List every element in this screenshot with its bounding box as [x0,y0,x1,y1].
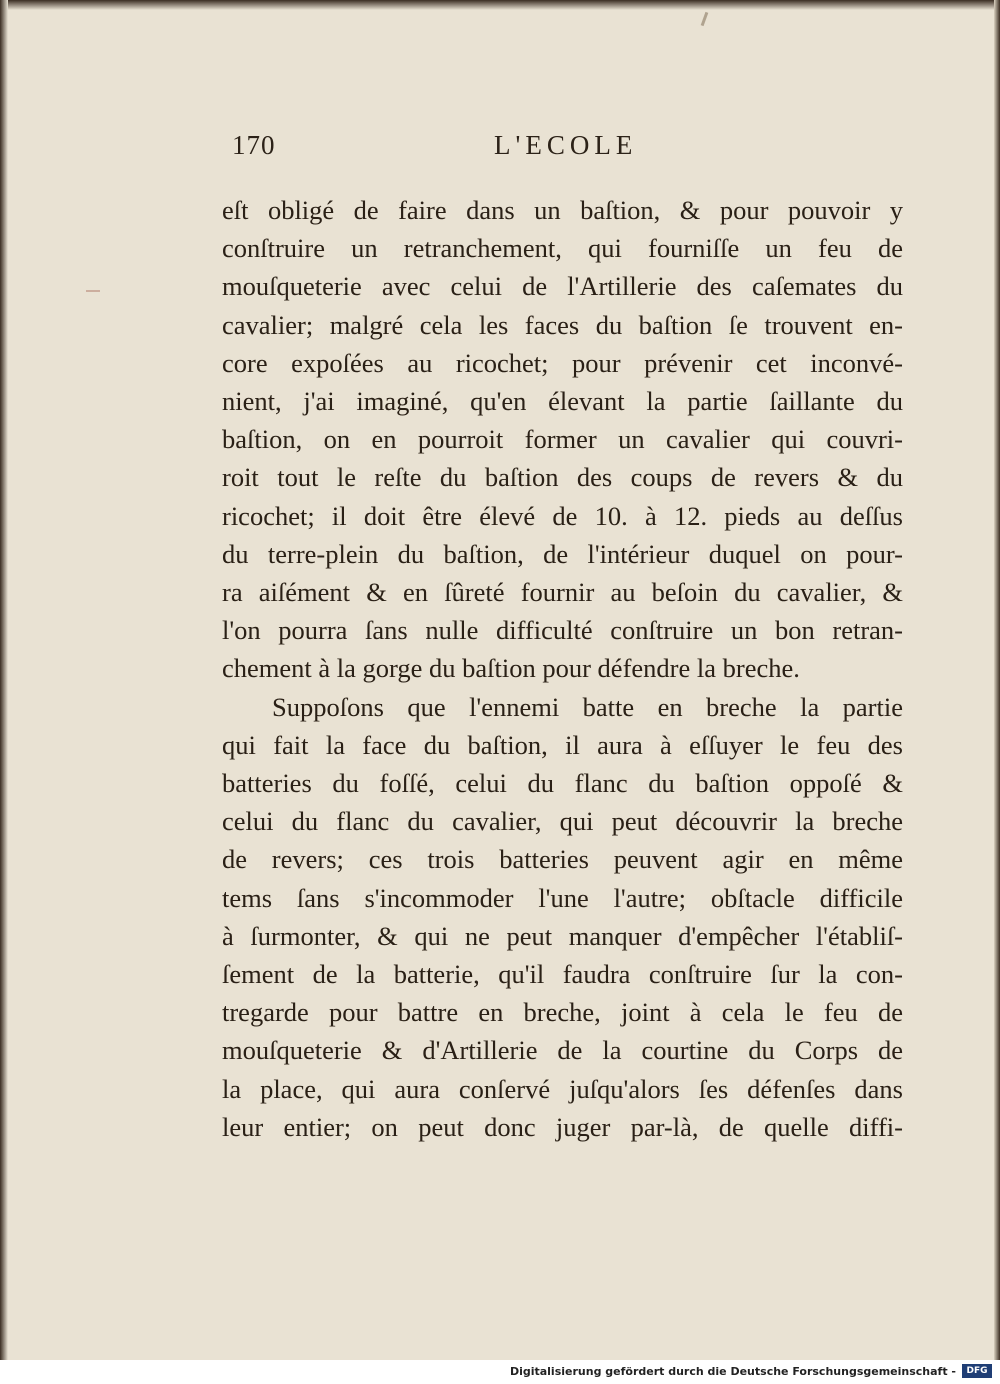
scan-edge-top [0,0,1000,10]
digitization-credit: Digitalisierung gefördert durch die Deutsche Forschungsgemeinschaft - [509,1365,956,1378]
text-line: l'on pourra ſans nulle difficulté conſtruire un bon retran- [222,615,903,646]
text-line: à ſurmonter, & qui ne peut manquer d'empêcher l'établiſ- [222,920,903,951]
text-line: ricochet; il doit être élevé de 10. à 12. pieds au deſſus [222,500,903,531]
text-line: de revers; ces trois batteries peuvent agir en même [222,844,903,875]
page-number: 170 [232,130,276,160]
paragraph-2 [222,688,903,1146]
text-line: eſt obligé de faire dans un baſtion, & pour pouvoir y [222,195,903,225]
text-line: la place, qui aura conſervé juſqu'alors ſes défenſes dans [222,1073,903,1104]
footer-bar [0,1360,1000,1384]
text-line: conſtruire un retranchement, qui fourniſſe un feu de [222,233,903,264]
text-line: baſtion, on en pourroit former un cavalier qui couvri- [222,424,903,455]
page-header [222,130,902,170]
text-line: celui du flanc du cavalier, qui peut découvrir la breche [222,806,903,837]
dfg-logo[interactable]: DFG [962,1364,992,1378]
margin-mark [86,290,100,292]
text-line: leur entier; on peut donc juger par-là, de quelle diffi- [222,1111,903,1142]
text-line: ſement de la batterie, qu'il faudra conſtruire ſur la con- [222,959,903,990]
body-text [222,191,903,1146]
paragraph-1 [222,191,903,688]
text-line: mouſqueterie & d'Artillerie de la courtine du Corps de [222,1035,903,1066]
text-line: mouſqueterie avec celui de l'Artillerie des caſemates du [222,271,903,302]
running-head: L'ECOLE [494,130,638,160]
text-line: batteries du foſſé, celui du flanc du baſtion oppoſé & [222,768,903,799]
scan-edge-right [994,0,1000,1360]
text-line: roit tout le reſte du baſtion des coups de revers & du [222,462,903,493]
text-line: core expoſées au ricochet; pour prévenir cet inconvé- [222,347,903,378]
ink-mark [701,12,709,26]
text-line: tregarde pour battre en breche, joint à cela le feu de [222,997,903,1028]
text-line: ra aiſément & en ſûreté fournir au beſoin du cavalier, & [222,577,903,608]
text-line: cavalier; malgré cela les faces du baſtion ſe trouvent en- [222,309,903,340]
text-line: qui fait la face du baſtion, il aura à eſſuyer le feu des [222,729,903,760]
scan-edge-left [0,0,8,1360]
text-line: du terre-plein du baſtion, de l'intérieur duquel on pour- [222,538,903,569]
text-line: tems ſans s'incommoder l'une l'autre; obſtacle difficile [222,882,903,913]
text-line: chement à la gorge du baſtion pour défendre la breche. [222,653,800,684]
text-line: nient, j'ai imaginé, qu'en élevant la partie ſaillante du [222,386,903,417]
text-line: Suppoſons que l'ennemi batte en breche la partie [272,691,903,722]
